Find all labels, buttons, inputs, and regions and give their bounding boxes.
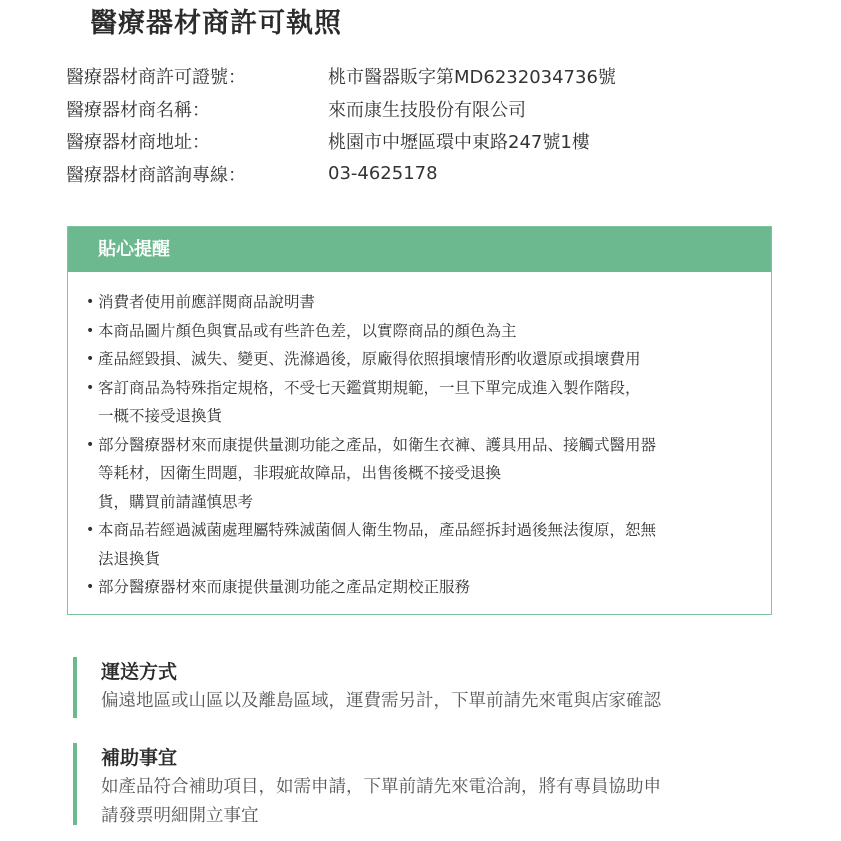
shipping-title: 運送方式	[101, 661, 178, 683]
reminder-line: 消費者使用前應詳閱商品說明書	[98, 293, 316, 311]
reminder-item	[88, 431, 761, 517]
reminder-item	[88, 516, 761, 573]
company-name-value: 來而康生技股份有限公司	[328, 99, 526, 121]
reminder-line: 法退換貨	[98, 549, 161, 568]
reminder-item	[88, 317, 761, 346]
company-address-value: 桃園市中壢區環中東路247號1樓	[328, 132, 590, 154]
company-name-label: 醫療器材商名稱：	[66, 99, 210, 121]
company-address-label: 醫療器材商地址：	[66, 132, 210, 154]
license-number-label: 醫療器材商許可證號：	[66, 67, 246, 89]
hotline-label: 醫療器材商諮詢專線：	[66, 164, 246, 186]
subsidy-title: 補助事宜	[101, 747, 178, 769]
license-number-value: 桃市醫器販字第MD6232034736號	[328, 67, 616, 89]
reminder-line: 一概不接受退換貨	[98, 407, 223, 425]
reminder-list	[68, 272, 771, 602]
reminder-line: 貨，購買前請謹慎思考	[98, 492, 254, 511]
subsidy-line: 請發票明細開立事宜	[101, 806, 259, 826]
reminder-item	[88, 345, 761, 374]
license-row-address	[66, 125, 786, 158]
reminder-line: 客訂商品為特殊指定規格，不受七天鑑賞期規範，一旦下單完成進入製作階段，	[98, 378, 641, 397]
reminder-item	[88, 288, 761, 317]
reminder-line: 產品經毀損、滅失、變更、洗滌過後，原廠得依照損壞情形酌收還原或損壞費用	[98, 350, 641, 368]
reminder-line: 本商品圖片顏色與實品或有些許色差，以實際商品的顏色為主	[98, 321, 517, 340]
hotline-value: 03-4625178	[328, 163, 438, 185]
page-title: 醫療器材商許可執照	[90, 8, 342, 39]
reminder-line: 本商品若經過滅菌處理屬特殊滅菌個人衛生物品，產品經拆封過後無法復原，恕無	[98, 521, 657, 539]
subsidy-text	[101, 773, 773, 831]
license-info-table	[66, 60, 786, 190]
license-row-number	[66, 60, 786, 93]
reminder-line: 部分醫療器材來而康提供量測功能之產品，如衛生衣褲、護具用品、接觸式醫用器	[98, 435, 657, 454]
shipping-text: 偏遠地區或山區以及離島區域，運費需另計，下單前請先來電與店家確認	[101, 691, 661, 711]
reminder-item	[88, 573, 761, 602]
reminder-line: 部分醫療器材來而康提供量測功能之產品定期校正服務	[98, 578, 471, 596]
reminder-box	[67, 226, 772, 615]
license-row-name	[66, 93, 786, 126]
reminder-header: 貼心提醒	[68, 227, 771, 272]
license-row-hotline	[66, 158, 786, 191]
reminder-item	[88, 374, 761, 431]
reminder-line: 等耗材，因衛生問題，非瑕疵故障品，出售後概不接受退換	[98, 464, 502, 482]
subsidy-line: 如產品符合補助項目，如需申請，下單前請先來電洽詢，將有專員協助申	[101, 777, 661, 797]
shipping-section	[73, 657, 773, 718]
subsidy-section	[73, 743, 773, 825]
